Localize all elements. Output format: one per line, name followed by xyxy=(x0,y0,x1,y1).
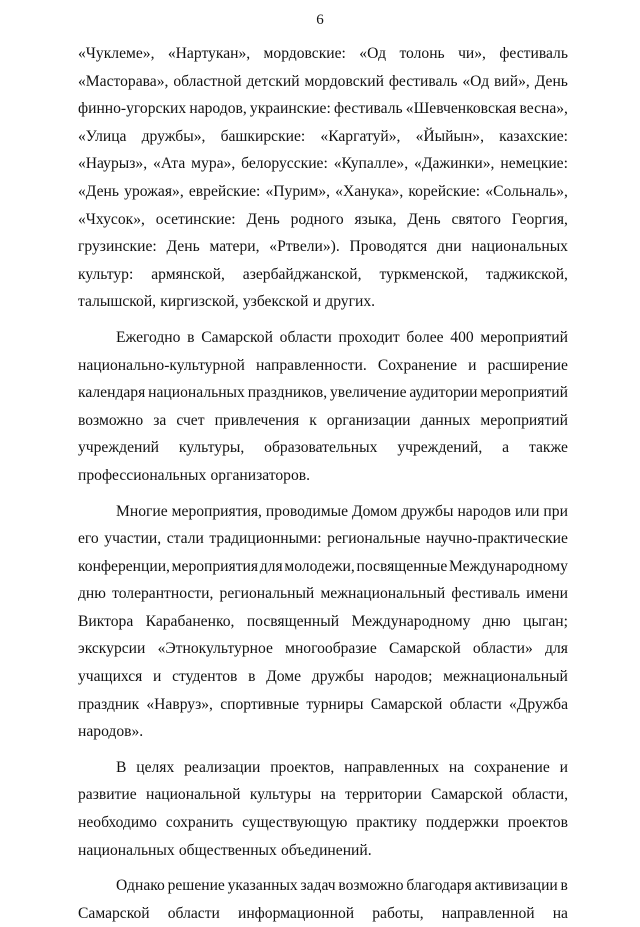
text-line: учащихся и студентов в Доме дружбы народов; межнациональный xyxy=(78,668,568,686)
paragraph xyxy=(78,754,568,864)
document-body xyxy=(78,40,568,927)
text-line: национальных общественных объединений. xyxy=(78,841,372,859)
text-line: народов». xyxy=(78,723,144,741)
text-line: национально-культурной направленности. Сохранение и расширение xyxy=(78,356,568,374)
text-line: Однако решение указанных задач возможно благодаря активизации в xyxy=(116,877,568,895)
page-number: 6 xyxy=(316,12,324,28)
text-line: культур: армянской, азербайджанской, туркменской, таджикской, xyxy=(78,265,568,283)
paragraph xyxy=(78,872,568,927)
text-line: Ежегодно в Самарской области проходит более 400 мероприятий xyxy=(116,328,568,346)
text-line: талышской, киргизской, узбекской и других. xyxy=(78,293,376,311)
paragraph xyxy=(78,40,568,316)
text-line: конференции, мероприятия для молодежи, посвященные Международному xyxy=(78,557,568,575)
text-line: «Улица дружбы», башкирские: «Каргатуй», «Йыйын», казахские: xyxy=(78,127,568,145)
text-line: грузинские: День матери, «Ртвели»). Проводятся дни национальных xyxy=(78,238,568,256)
text-line: возможно за счет привлечения к организации данных мероприятий xyxy=(78,411,568,429)
text-line: «Чхусок», осетинские: День родного языка, День святого Георгия, xyxy=(78,210,568,228)
text-line: учреждений культуры, образовательных учреждений, а также xyxy=(78,439,568,457)
text-line: Самарской области информационной работы, направленной на xyxy=(78,904,568,922)
text-line: Многие мероприятия, проводимые Домом дружбы народов или при xyxy=(116,502,568,520)
text-line: «Масторава», областной детский мордовский фестиваль «Од вий», День xyxy=(78,72,568,90)
text-line: календаря национальных праздников, увеличение аудитории мероприятий xyxy=(78,384,568,402)
text-line: развитие национальной культуры на территории Самарской области, xyxy=(78,786,568,804)
text-line: праздник «Навруз», спортивные турниры Самарской области «Дружба xyxy=(78,695,568,713)
paragraph-gap xyxy=(78,864,568,872)
paragraph-gap xyxy=(78,746,568,754)
text-line: его участии, стали традиционными: региональные научно-практические xyxy=(78,530,568,548)
text-line: экскурсии «Этнокультурное многообразие Самарской области» для xyxy=(78,640,568,658)
text-line: финно-угорских народов, украинские: фестиваль «Шевченковская весна», xyxy=(78,100,568,118)
paragraph-gap xyxy=(78,490,568,498)
text-line: «День урожая», еврейские: «Пурим», «Ханука», корейские: «Сольналь», xyxy=(78,182,568,200)
text-line: В целях реализации проектов, направленных на сохранение и xyxy=(116,758,568,776)
text-line: «Наурыз», «Ата мура», белорусские: «Купалле», «Дажинки», немецкие: xyxy=(78,155,568,173)
text-line: дню толерантности, региональный межнациональный фестиваль имени xyxy=(78,585,568,603)
text-line: «Чуклеме», «Нартукан», мордовские: «Од толонь чи», фестиваль xyxy=(78,45,568,62)
text-line: Виктора Карабаненко, посвященный Международному дню цыган; xyxy=(78,612,568,630)
paragraph xyxy=(78,324,568,490)
text-line: профессиональных организаторов. xyxy=(78,466,311,484)
text-line: необходимо сохранить существующую практику поддержки проектов xyxy=(78,814,568,832)
paragraph-gap xyxy=(78,316,568,324)
paragraph xyxy=(78,498,568,746)
